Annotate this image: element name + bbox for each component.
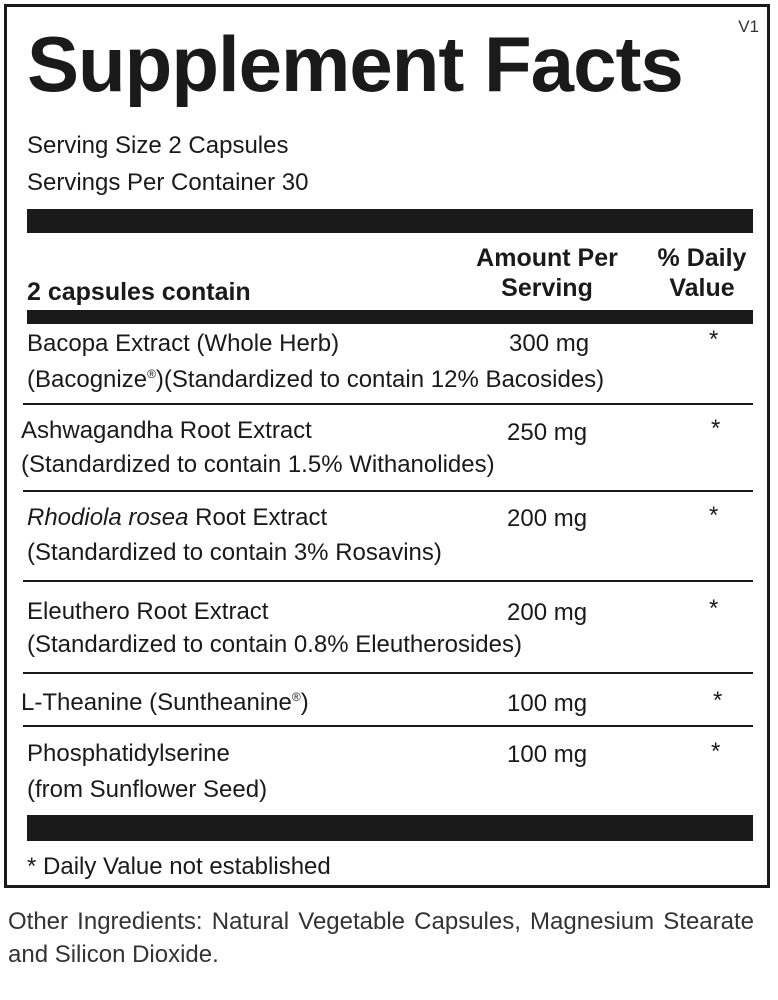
ingredient-name: Ashwagandha Root Extract: [21, 417, 312, 444]
thick-divider-bottom: [27, 815, 753, 841]
ingredient-name: Bacopa Extract (Whole Herb): [27, 330, 340, 357]
ingredient-dv: *: [709, 502, 719, 529]
ingredient-amount: 250 mg: [507, 419, 588, 446]
ingredient-detail: (Standardized to contain 3% Rosavins): [27, 539, 442, 566]
row-divider: [23, 672, 753, 674]
header-daily-value: [647, 243, 757, 303]
row-divider: [23, 490, 753, 492]
ingredient-name-italic: Rhodiola rosea: [27, 504, 189, 531]
ingredient-name: L-Theanine (Suntheanine®): [21, 689, 309, 716]
header-contains: 2 capsules contain: [27, 278, 251, 306]
footnote: * Daily Value not established: [27, 853, 331, 880]
header-dv-line2: Value: [669, 274, 735, 302]
ingredient-dv: *: [711, 415, 721, 442]
ingredient-name: Phosphatidylserine: [27, 740, 230, 767]
ingredient-dv: *: [711, 738, 721, 765]
row-divider: [23, 580, 753, 582]
ingredient-detail: (Bacognize®)(Standardized to contain 12% Bacosides): [27, 366, 605, 393]
ingredient-dv: *: [709, 326, 719, 353]
ingredient-amount: 100 mg: [507, 741, 588, 768]
registered-mark: ®: [147, 367, 156, 381]
header-amount: [457, 243, 637, 303]
thick-divider-top: [27, 209, 753, 233]
ingredient-amount: 200 mg: [507, 599, 588, 626]
ingredient-dv: *: [713, 687, 723, 714]
header-amount-line2: Serving: [501, 274, 593, 302]
medium-divider: [27, 310, 753, 324]
row-divider: [23, 725, 753, 727]
registered-mark: ®: [291, 690, 301, 704]
row-divider: [23, 403, 753, 405]
ingredient-detail: (Standardized to contain 0.8% Eleutherosides): [27, 631, 522, 658]
header-dv-line1: % Daily: [657, 244, 747, 272]
ingredient-amount: 100 mg: [507, 690, 588, 717]
version-label: V1: [738, 17, 759, 36]
ingredient-amount: 300 mg: [509, 330, 590, 357]
ingredient-amount: 200 mg: [507, 505, 588, 532]
ingredient-name: Rhodiola rosea Root Extract: [27, 504, 328, 531]
supplement-facts-panel: [4, 4, 770, 888]
other-ingredients: Other Ingredients: Natural Vegetable Capsules, Magnesium Stearate and Silicon Dioxide.: [8, 908, 754, 968]
ingredient-detail: (Standardized to contain 1.5% Withanolides): [21, 451, 495, 478]
servings-per-container: Servings Per Container 30: [27, 169, 309, 196]
header-amount-line1: Amount Per: [476, 244, 618, 272]
ingredient-name: Eleuthero Root Extract: [27, 598, 269, 625]
ingredient-dv: *: [709, 595, 719, 622]
ingredient-detail: (from Sunflower Seed): [27, 776, 268, 803]
label-title: Supplement Facts: [27, 20, 683, 108]
serving-size: Serving Size 2 Capsules: [27, 132, 289, 159]
